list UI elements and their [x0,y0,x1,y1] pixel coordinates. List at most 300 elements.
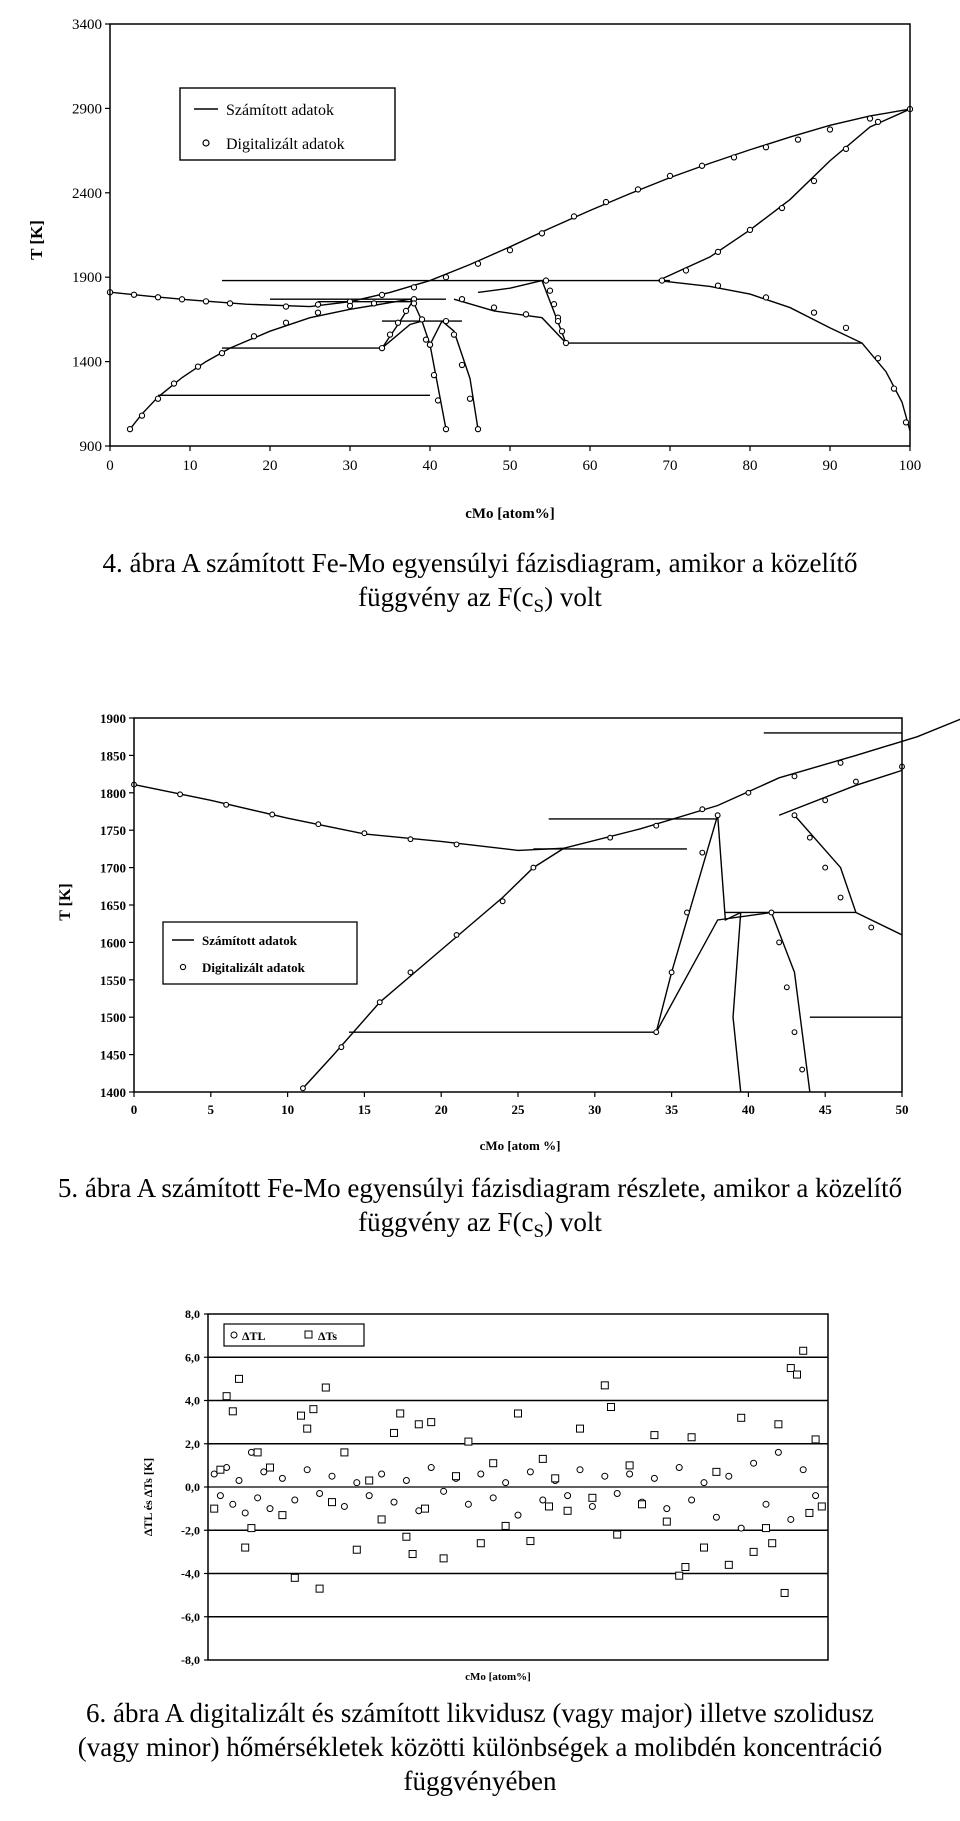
fig6-dtl-point-21 [416,1508,422,1514]
fig4-digitized-point-4-2 [459,362,464,367]
fig6-dtl-point-51 [788,1516,794,1522]
fig6-dts-point-17 [341,1449,348,1456]
fig6-dtl-point-27 [490,1495,496,1501]
fig6-dts-point-33 [502,1522,509,1529]
fig5-frame [134,718,902,1092]
fig5-digitized-point-2-3 [746,790,751,795]
fig4-digitized-point-4-3 [467,396,472,401]
fig6-dts-point-65 [812,1436,819,1443]
fig6-dtl-point-43 [689,1497,695,1503]
fig6-dtl-point-17 [366,1493,372,1499]
fig6-dtl-point-36 [602,1473,608,1479]
fig5-digitized-point-0-5 [362,831,367,836]
fig4-caption-post: ) volt [544,581,602,612]
fig5-plot-area [132,718,960,1092]
fig6-dts-point-57 [763,1525,770,1532]
fig5-y-tick-label: 1500 [100,1010,126,1026]
fig5-caption-sub: S [533,1220,545,1242]
fig5-legend-item-computed: Számított adatok [202,933,297,948]
fig6-dts-point-25 [415,1421,422,1428]
fig4-digitized-point-9-2 [811,310,816,315]
fig6-y-tick-label: 4,0 [185,1393,200,1408]
fig4-digitized-point-7-3 [555,318,560,323]
fig6-dts-point-27 [428,1419,435,1426]
fig6-dtl-point-4 [236,1478,242,1484]
fig6-dts-point-22 [397,1410,404,1417]
fig5-digitized-point-0-2 [224,802,229,807]
fig6-dtl-point-46 [726,1473,732,1479]
fig4-digitized-point-5-3 [443,427,448,432]
fig6-y-tick-label: -2,0 [181,1523,200,1538]
fig6-dts-point-47 [651,1432,658,1439]
fig4-computed-curve-1 [130,303,386,429]
fig4-digitized-point-8-2 [715,249,720,254]
fig5-x-tick-label: 45 [818,1102,832,1117]
fig6-dts-point-3 [229,1408,236,1415]
fig4-digitized-point-0-16 [603,199,608,204]
fig6-dtl-point-18 [379,1471,385,1477]
fig6-y-tick-label: 0,0 [185,1480,200,1494]
fig5-y-tick-label: 1850 [100,748,126,764]
fig5-y-tick-label: 1450 [100,1047,126,1063]
fig4-digitized-point-4-1 [451,332,456,337]
fig6-dts-point-50 [682,1564,689,1571]
fig4-digitized-point-2-3 [403,308,408,313]
fig5-digitized-point-5-2 [823,865,828,870]
fig4-digitized-point-2-2 [395,320,400,325]
fig4-computed-curve-11 [658,281,910,431]
fig6-dtl-point-45 [713,1514,719,1520]
fig5-digitized-point-1-0 [301,1086,306,1091]
fig5-digitized-point-1-3 [408,970,413,975]
fig4-digitized-point-3-1 [419,317,424,322]
fig5-y-tick-label: 1900 [100,711,126,726]
fig6-dts-point-52 [701,1544,708,1551]
fig5-computed-curve-2 [656,815,740,1032]
fig5-digitized-point-1-4 [454,933,459,938]
fig4-digitized-point-6-2 [551,302,556,307]
fig5-x-tick-label: 30 [588,1102,602,1117]
fig4-computed-curve-10 [658,109,910,281]
fig5-y-tick-label: 1700 [100,860,126,876]
fig6-dtl-point-3 [230,1501,236,1507]
fig4-digitized-point-0-4 [203,299,208,304]
fig6-y-tick-label: -6,0 [181,1609,200,1624]
fig6-dts-point-37 [546,1503,553,1510]
fig6-dtl-point-37 [614,1490,620,1496]
fig4-x-tick-label: 70 [662,458,678,474]
fig4-axes [72,17,921,474]
fig6-dtl-point-34 [577,1467,583,1473]
fig6-caption [0,1697,960,1798]
fig4-digitized-point-9-3 [843,325,848,330]
fig5-digitized-point-6-0 [823,798,828,803]
fig5-caption-line1: 5. ábra A számított Fe-Mo egyensúlyi fázisdiagram részlete, amikor a közelítő [57,1173,903,1203]
fig6-dts-point-54 [725,1561,732,1568]
fig5-x-tick-label: 25 [511,1102,525,1117]
fig6-dtl-point-20 [403,1478,409,1484]
fig6-dtl-point-8 [261,1469,267,1475]
fig4-x-tick-label: 90 [822,458,838,474]
fig6-dts-point-18 [353,1546,360,1553]
fig6-dts-point-14 [316,1585,323,1592]
fig6-dts-point-48 [663,1518,670,1525]
fig6-dts-point-6 [248,1525,255,1532]
fig5-digitized-point-4-2 [784,985,789,990]
fig5-digitized-point-1-5 [500,899,505,904]
fig4-caption-sub: S [533,595,545,617]
fig5-digitized-point-0-6 [408,837,413,842]
fig6-dts-point-58 [769,1540,776,1547]
fig6-y-tick-label: -8,0 [181,1653,200,1667]
fig6-dtl-point-49 [763,1501,769,1507]
fig4-digitized-point-8-0 [659,278,664,283]
fig5-digitized-point-6-1 [854,779,859,784]
fig4-legend-item-digitized: Digitalizált adatok [226,136,345,153]
fig4-digitized-point-0-2 [155,295,160,300]
fig6-y-tick-label: 2,0 [185,1436,200,1451]
fig5-digitized-point-2-0 [608,835,613,840]
fig5-x-tick-label: 40 [741,1102,755,1117]
fig5-x-tick-label: 10 [281,1102,295,1117]
fig6-dts-point-39 [564,1507,571,1514]
fig4-x-tick-label: 20 [262,458,278,474]
fig6-dtl-point-12 [304,1467,310,1473]
fig4-digitized-point-8-7 [875,119,880,124]
fig6-dtl-point-1 [217,1493,223,1499]
fig4-digitized-point-0-24 [867,116,872,121]
fig6-dts-point-34 [515,1410,522,1417]
fig4-digitized-point-8-6 [843,146,848,151]
fig4-x-tick-label: 50 [502,458,518,474]
fig6-dts-point-12 [304,1425,311,1432]
fig4-x-tick-label: 10 [182,458,198,474]
fig6-y-tick-label: 8,0 [185,1307,200,1321]
fig4-digitized-point-0-3 [179,297,184,302]
fig4-digitized-point-0-18 [667,173,672,178]
fig6-dts-point-56 [750,1548,757,1555]
fig4-digitized-point-8-3 [747,227,752,232]
fig6-dtl-point-22 [428,1465,434,1471]
fig6-dts-point-11 [298,1412,305,1419]
fig6-dtl-point-11 [292,1497,298,1503]
fig6-dtl-point-53 [813,1493,819,1499]
fig4-x-tick-label: 40 [422,458,438,474]
fig6-dtl-point-5 [242,1510,248,1516]
fig6-dtl-point-44 [701,1480,707,1486]
fig5-y-tick-label: 1800 [100,785,126,801]
fig4-digitized-point-9-6 [903,420,908,425]
fig5-digitized-point-0-1 [178,792,183,797]
fig5-digitized-point-1-2 [377,1000,382,1005]
fig6-dts-point-4 [236,1375,243,1382]
fig6-dts-point-64 [806,1509,813,1516]
fig4-digitized-point-4-0 [443,318,448,323]
fig4-digitized-point-1-1 [139,413,144,418]
fig5-computed-curve-5 [794,815,902,935]
fig4-digitized-point-0-1 [131,292,136,297]
fig5-y-tick-label: 1400 [100,1085,126,1100]
fig4-digitized-point-1-8 [315,310,320,315]
fig6-dts-point-49 [676,1572,683,1579]
fig4-digitized-point-6-5 [563,340,568,345]
fig5-digitized-point-5-1 [807,835,812,840]
fig4-digitized-point-0-13 [507,248,512,253]
fig5-digitized-point-5-3 [838,895,843,900]
fig6-dts-point-55 [738,1414,745,1421]
fig4-caption-line2 [0,581,960,619]
fig5-axes [100,711,909,1117]
fig4-digitized-point-0-21 [763,145,768,150]
fig4-digitized-point-7-0 [459,297,464,302]
fig6-dts-point-45 [626,1462,633,1469]
fig6-dts-point-38 [552,1475,559,1482]
fig5-digitized-point-2-4 [792,774,797,779]
fig5-digitized-point-4-3 [792,1030,797,1035]
fig6-dtl-point-19 [391,1499,397,1505]
fig6-dts-point-43 [608,1403,615,1410]
fig5-digitized-point-1-1 [339,1045,344,1050]
fig6-legend-circle-swatch [231,1332,237,1338]
fig4-digitized-point-6-4 [559,329,564,334]
fig5-chart [0,690,960,1165]
fig6-dtl-point-25 [465,1501,471,1507]
fig6-dtl-point-26 [478,1471,484,1477]
fig6-legend-square-swatch [305,1331,312,1338]
fig4-digitized-point-5-1 [431,373,436,378]
fig4-legend-item-computed: Számított adatok [226,102,334,119]
fig6-dtl-point-38 [627,1471,633,1477]
fig6-dts-point-21 [391,1429,398,1436]
fig4-digitized-point-9-5 [891,386,896,391]
fig5-digitized-point-4-1 [777,940,782,945]
fig5-digitized-point-0-4 [316,822,321,827]
fig5-digitized-point-2-2 [700,807,705,812]
fig6-y-tick-label: 6,0 [185,1350,200,1365]
fig4-x-tick-label: 80 [742,458,758,474]
fig4-legend [180,88,395,160]
fig6-dts-point-31 [477,1540,484,1547]
fig5-digitized-point-1-6 [531,865,536,870]
fig6-dts-point-1 [217,1466,224,1473]
fig4-y-tick-label: 900 [79,439,102,455]
fig6-legend-item-dtl: ΔTL [242,1329,266,1343]
fig6-ylabel: ΔTL és ΔTs [K] [141,1457,155,1537]
fig6-dts-point-62 [794,1371,801,1378]
fig4-digitized-point-6-0 [543,278,548,283]
fig5-y-tick-label: 1600 [100,935,126,951]
fig6-dts-point-24 [409,1551,416,1558]
fig6-dts-point-44 [614,1531,621,1538]
fig6-dts-point-0 [211,1505,218,1512]
fig5-digitized-point-2-1 [654,823,659,828]
fig4-digitized-point-5-0 [427,342,432,347]
fig6-caption-line2: (vagy minor) hőmérsékletek közötti különbségek a molibdén koncentráció [77,1731,883,1762]
fig6-dtl-point-40 [651,1475,657,1481]
fig4-digitized-point-9-4 [875,356,880,361]
fig5-digitized-point-0-7 [454,842,459,847]
fig6-dtl-point-14 [329,1473,335,1479]
fig5-y-tick-label: 1550 [100,972,126,988]
fig6-dts-point-30 [465,1438,472,1445]
fig5-computed-curve-0 [134,718,960,850]
fig5-digitized-point-3-1 [669,970,674,975]
fig6-dtl-point-7 [255,1495,261,1501]
fig6-dtl-point-9 [267,1506,273,1512]
fig4-digitized-point-0-23 [827,127,832,132]
fig5-legend [163,922,357,984]
fig4-x-tick-label: 30 [342,458,358,474]
fig6-dts-point-23 [403,1533,410,1540]
fig6-dts-point-41 [589,1494,596,1501]
fig5-digitized-point-0-3 [270,812,275,817]
fig5-xlabel: cMo [atom %] [479,1138,561,1153]
fig5-digitized-point-3-3 [700,850,705,855]
fig5-computed-curve-6 [779,770,902,815]
fig5-y-tick-label: 1750 [100,823,126,839]
fig5-digitized-point-4-4 [800,1067,805,1072]
fig6-dts-point-60 [781,1589,788,1596]
fig5-x-tick-label: 15 [357,1102,371,1117]
fig4-digitized-point-0-9 [379,292,384,297]
fig6-dtl-point-6 [248,1449,254,1455]
fig4-y-tick-label: 3400 [72,17,102,33]
fig6-dtl-point-48 [751,1460,757,1466]
fig6-dtl-point-28 [503,1480,509,1486]
fig4-digitized-point-2-0 [379,345,384,350]
fig6-dts-point-7 [254,1449,261,1456]
fig4-xlabel: cMo [atom%] [465,506,555,522]
fig6-dtl-point-52 [800,1467,806,1473]
fig4-digitized-point-1-5 [219,351,224,356]
fig4-digitized-point-0-7 [315,302,320,307]
fig6-dts-point-2 [223,1393,230,1400]
fig6-dtl-point-31 [540,1497,546,1503]
fig6-caption-line1: 6. ábra A digitalizált és számított likvidusz (vagy major) illetve szolidusz [85,1698,875,1728]
fig6-dts-point-40 [577,1425,584,1432]
fig4-digitized-point-6-1 [547,288,552,293]
fig6-dts-point-61 [787,1365,794,1372]
fig5-digitized-point-3-0 [654,1030,659,1035]
fig4-digitized-point-0-5 [227,301,232,306]
fig6-chart [0,1290,960,1690]
fig6-dts-point-9 [279,1512,286,1519]
fig4-digitized-point-9-1 [763,295,768,300]
fig4-digitized-point-1-4 [195,364,200,369]
fig6-dtl-point-30 [527,1469,533,1475]
fig4-computed-curve-2 [386,299,446,429]
fig6-dts-point-16 [329,1499,336,1506]
fig5-caption-post: ) volt [544,1206,602,1237]
fig5-digitized-point-2-5 [838,760,843,765]
fig5-caption-pre: függvény az F(c [358,1206,534,1237]
fig5-ylabel: T [K] [57,883,74,921]
fig6-dts-point-66 [818,1503,825,1510]
fig5-y-tick-label: 1650 [100,898,126,913]
fig4-computed-curve-5 [442,321,478,429]
fig5-x-tick-label: 0 [130,1102,138,1117]
fig4-y-tick-label: 1900 [72,270,102,287]
fig6-dts-point-13 [310,1406,317,1413]
fig4-digitized-point-1-3 [171,381,176,386]
fig6-dts-point-19 [366,1477,373,1484]
fig6-dtl-point-13 [317,1490,323,1496]
fig4-digitized-point-1-7 [283,320,288,325]
fig6-dts-point-42 [601,1382,608,1389]
fig6-dts-point-32 [490,1460,497,1467]
fig6-legend [224,1324,364,1346]
fig4-computed-curve-6 [430,321,442,345]
fig5-computed-curve-4 [733,912,741,1092]
fig4-caption-pre: függvény az F(c [358,581,534,612]
fig4-caption [0,547,960,619]
fig6-dtl-point-10 [279,1475,285,1481]
fig4-digitized-point-7-2 [523,312,528,317]
fig4-digitized-point-0-6 [283,304,288,309]
fig4-digitized-point-8-4 [779,205,784,210]
fig4-x-tick-label: 60 [582,458,598,474]
fig6-dtl-point-41 [664,1506,670,1512]
fig6-xlabel: cMo [atom%] [465,1671,531,1683]
fig4-digitized-point-9-0 [715,283,720,288]
fig6-dtl-point-50 [775,1449,781,1455]
fig5-digitized-point-5-0 [792,813,797,818]
fig6-dts-point-53 [713,1468,720,1475]
fig4-digitized-point-0-12 [475,261,480,266]
fig4-digitized-point-0-17 [635,187,640,192]
fig4-digitized-point-1-2 [155,396,160,401]
fig4-caption-line1: 4. ábra A számított Fe-Mo egyensúlyi fázisdiagram, amikor a közelítő [102,548,858,578]
fig6-dtl-point-29 [515,1512,521,1518]
fig4-digitized-point-7-1 [491,305,496,310]
fig6-dtl-point-47 [738,1525,744,1531]
fig4-legend-circle-swatch [203,140,209,146]
fig4-digitized-point-0-20 [731,155,736,160]
fig6-dtl-point-15 [341,1503,347,1509]
fig4-x-tick-label: 0 [106,458,114,474]
fig5-x-tick-label: 35 [665,1102,679,1117]
fig4-digitized-point-8-5 [811,178,816,183]
fig4-digitized-point-3-0 [411,301,416,306]
fig4-digitized-point-3-2 [423,337,428,342]
fig6-dts-point-36 [539,1455,546,1462]
fig5-x-tick-label: 20 [434,1102,448,1117]
fig4-digitized-point-4-4 [475,427,480,432]
fig6-caption-line3: függvényében [403,1765,557,1796]
fig4-digitized-point-0-11 [443,275,448,280]
fig6-dtl-point-42 [676,1465,682,1471]
fig4-digitized-point-1-9 [347,303,352,308]
fig4-digitized-point-0-15 [571,214,576,219]
fig4-digitized-point-5-2 [435,398,440,403]
fig4-digitized-point-0-19 [699,163,704,168]
fig4-chart [0,0,960,545]
fig5-computed-curve-3 [656,912,810,1092]
fig4-digitized-point-1-0 [127,427,132,432]
fig6-dts-point-35 [527,1538,534,1545]
fig6-dts-point-15 [322,1384,329,1391]
fig6-dts-point-10 [291,1574,298,1581]
fig6-dts-point-8 [267,1464,274,1471]
fig4-y-tick-label: 1400 [72,354,102,371]
fig4-x-tick-label: 100 [898,458,922,474]
fig4-digitized-point-8-1 [683,268,688,273]
fig5-digitized-point-3-2 [685,910,690,915]
fig6-dtl-point-2 [224,1465,230,1471]
fig4-digitized-point-1-6 [251,334,256,339]
fig6-dtl-point-23 [441,1488,447,1494]
fig6-dts-point-5 [242,1544,249,1551]
